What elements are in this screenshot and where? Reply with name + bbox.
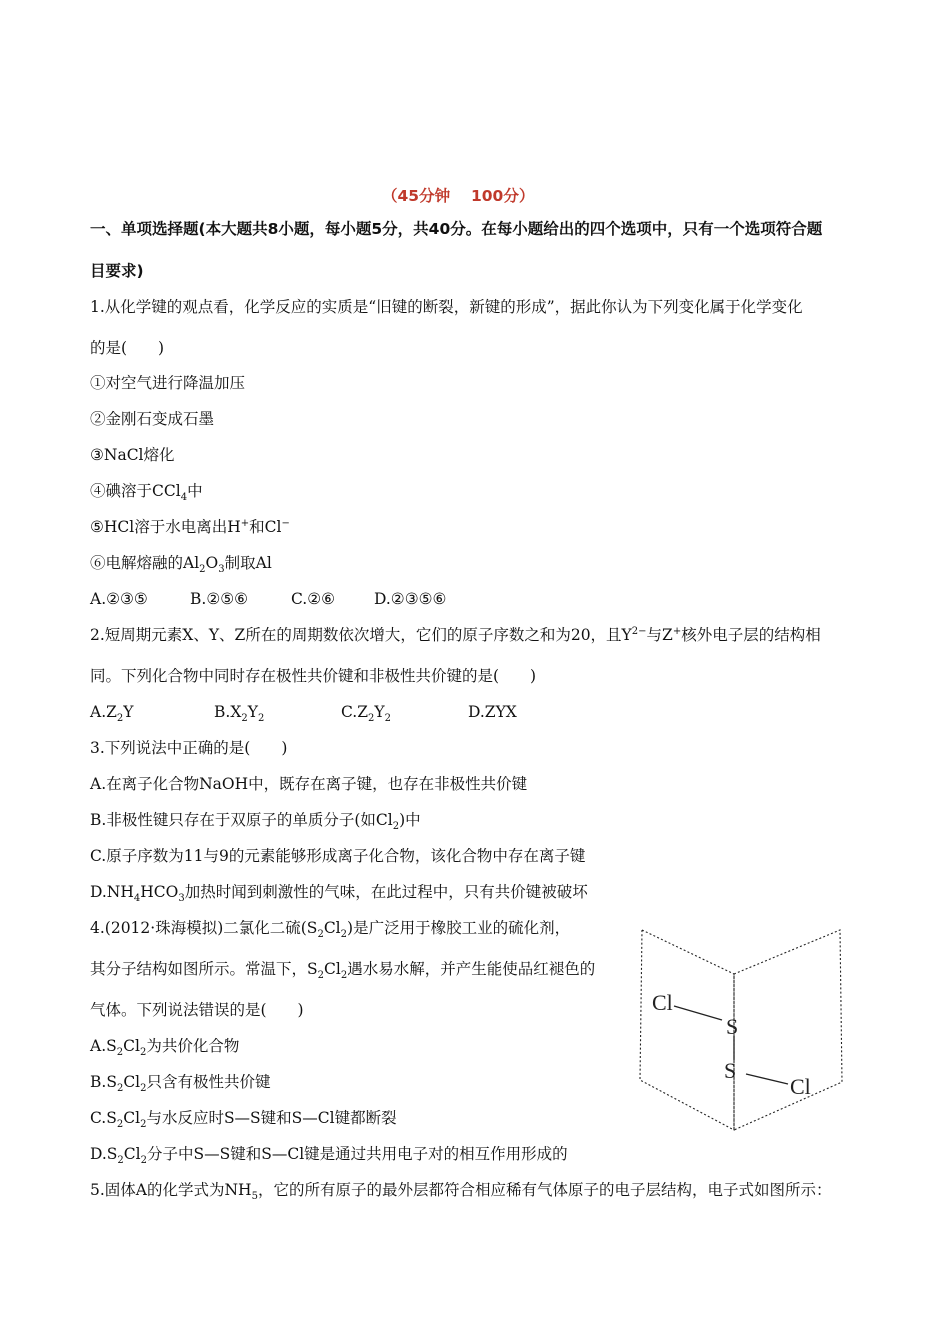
atom-cl-2: Cl bbox=[790, 1074, 811, 1099]
q5-stem: 5.固体A的化学式为$NH_5$，它的所有原子的最外层都符合相应稀有气体原子的电子层结构，电子式如图所示： bbox=[90, 1181, 832, 1203]
q1-stem-cont: 的是( ) bbox=[90, 339, 165, 357]
atom-s-1: S bbox=[726, 1014, 739, 1039]
q1-option-b: B.②⑤⑥ bbox=[190, 590, 249, 608]
atom-s-2: S bbox=[724, 1058, 737, 1083]
q4-option-c: $C.S_2Cl_2$与水反应时S—S键和S—Cl键都断裂 bbox=[90, 1109, 397, 1131]
q3-stem: 3.下列说法中正确的是( ) bbox=[90, 739, 288, 757]
q1-item-2: ②金刚石变成石墨 bbox=[90, 410, 215, 428]
q1-item-4: ④碘溶于CCl$_4$中 bbox=[90, 482, 203, 504]
q2-option-b: $B.X_2Y_2$ bbox=[214, 703, 265, 725]
q2-options bbox=[90, 702, 517, 725]
q3-option-b: B.非极性键只存在于双原子的单质分子(如$Cl_2$)中 bbox=[90, 811, 421, 833]
atom-cl-1: Cl bbox=[652, 990, 673, 1015]
q4-stem-cont: 其分子结构如图所示。常温下，$S_2Cl_2$遇水易水解，并产生能使品红褪色的 bbox=[90, 960, 596, 982]
q3-option-c: C.原子序数为11与9的元素能够形成离子化合物，该化合物中存在离子键 bbox=[90, 847, 586, 865]
q1-option-c: C.②⑥ bbox=[291, 590, 336, 608]
q1-item-1: ①对空气进行降温加压 bbox=[90, 374, 246, 392]
q1-option-a: A.②③⑤ bbox=[90, 590, 148, 608]
q4-option-a: $A.S_2Cl_2$为共价化合物 bbox=[90, 1037, 240, 1059]
q3-option-a: A.在离子化合物NaOH中，既存在离子键，也存在非极性共价键 bbox=[90, 775, 528, 793]
q1-stem: 1.从化学键的观点看，化学反应的实质是“旧键的断裂，新键的形成”，据此你认为下列变化属于化学变化 bbox=[90, 298, 803, 316]
time-score-header: （45分钟 100分） bbox=[382, 187, 535, 205]
s2cl2-structure-diagram bbox=[634, 922, 848, 1136]
q1-item-5: ⑤HCl溶于水电离出H+和Cl− bbox=[90, 517, 290, 536]
q4-stem-cont2: 气体。下列说法错误的是( ) bbox=[90, 1001, 304, 1019]
section-title-cont: 目要求) bbox=[90, 262, 144, 280]
q2-option-c: $C.Z_2Y_2$ bbox=[341, 703, 391, 725]
right-plane bbox=[734, 930, 842, 1130]
bond-s-cl-2 bbox=[746, 1074, 788, 1084]
q4-stem: 4.(2012·珠海模拟)二氯化二硫$(S_2Cl_2)$是广泛用于橡胶工业的硫化剂， bbox=[90, 919, 571, 941]
q1-item-6: ⑥电解熔融的$Al_2O_3$制取Al bbox=[90, 554, 272, 576]
q2-stem-cont: 同。下列化合物中同时存在极性共价键和非极性共价键的是( ) bbox=[90, 667, 537, 685]
q1-option-d: D.②③⑤⑥ bbox=[374, 590, 447, 608]
q4-option-b: $B.S_2Cl_2$只含有极性共价键 bbox=[90, 1073, 271, 1095]
q1-options bbox=[90, 589, 446, 609]
bond-cl-s-1 bbox=[674, 1006, 722, 1020]
q4-option-d: $D.S_2Cl_2$分子中S—S键和S—Cl键是通过共用电子对的相互作用形成的 bbox=[90, 1145, 568, 1167]
q2-option-a: $A.Z_2Y$ bbox=[90, 703, 134, 725]
q3-option-d: $D.NH_4HCO_3$加热时闻到刺激性的气味，在此过程中，只有共价键被破坏 bbox=[90, 883, 588, 905]
left-plane bbox=[640, 930, 737, 1130]
section-title: 一、单项选择题(本大题共8小题，每小题5分，共40分。在每小题给出的四个选项中，只有一个选项符合题 bbox=[90, 220, 823, 238]
q2-stem: 2.短周期元素X、Y、Z所在的周期数依次增大，它们的原子序数之和为20，且$Y^{2-}$与Z+核外电子层的结构相 bbox=[90, 625, 821, 644]
q1-item-3: ③NaCl熔化 bbox=[90, 446, 175, 464]
q2-option-d: D.ZYX bbox=[468, 703, 517, 721]
